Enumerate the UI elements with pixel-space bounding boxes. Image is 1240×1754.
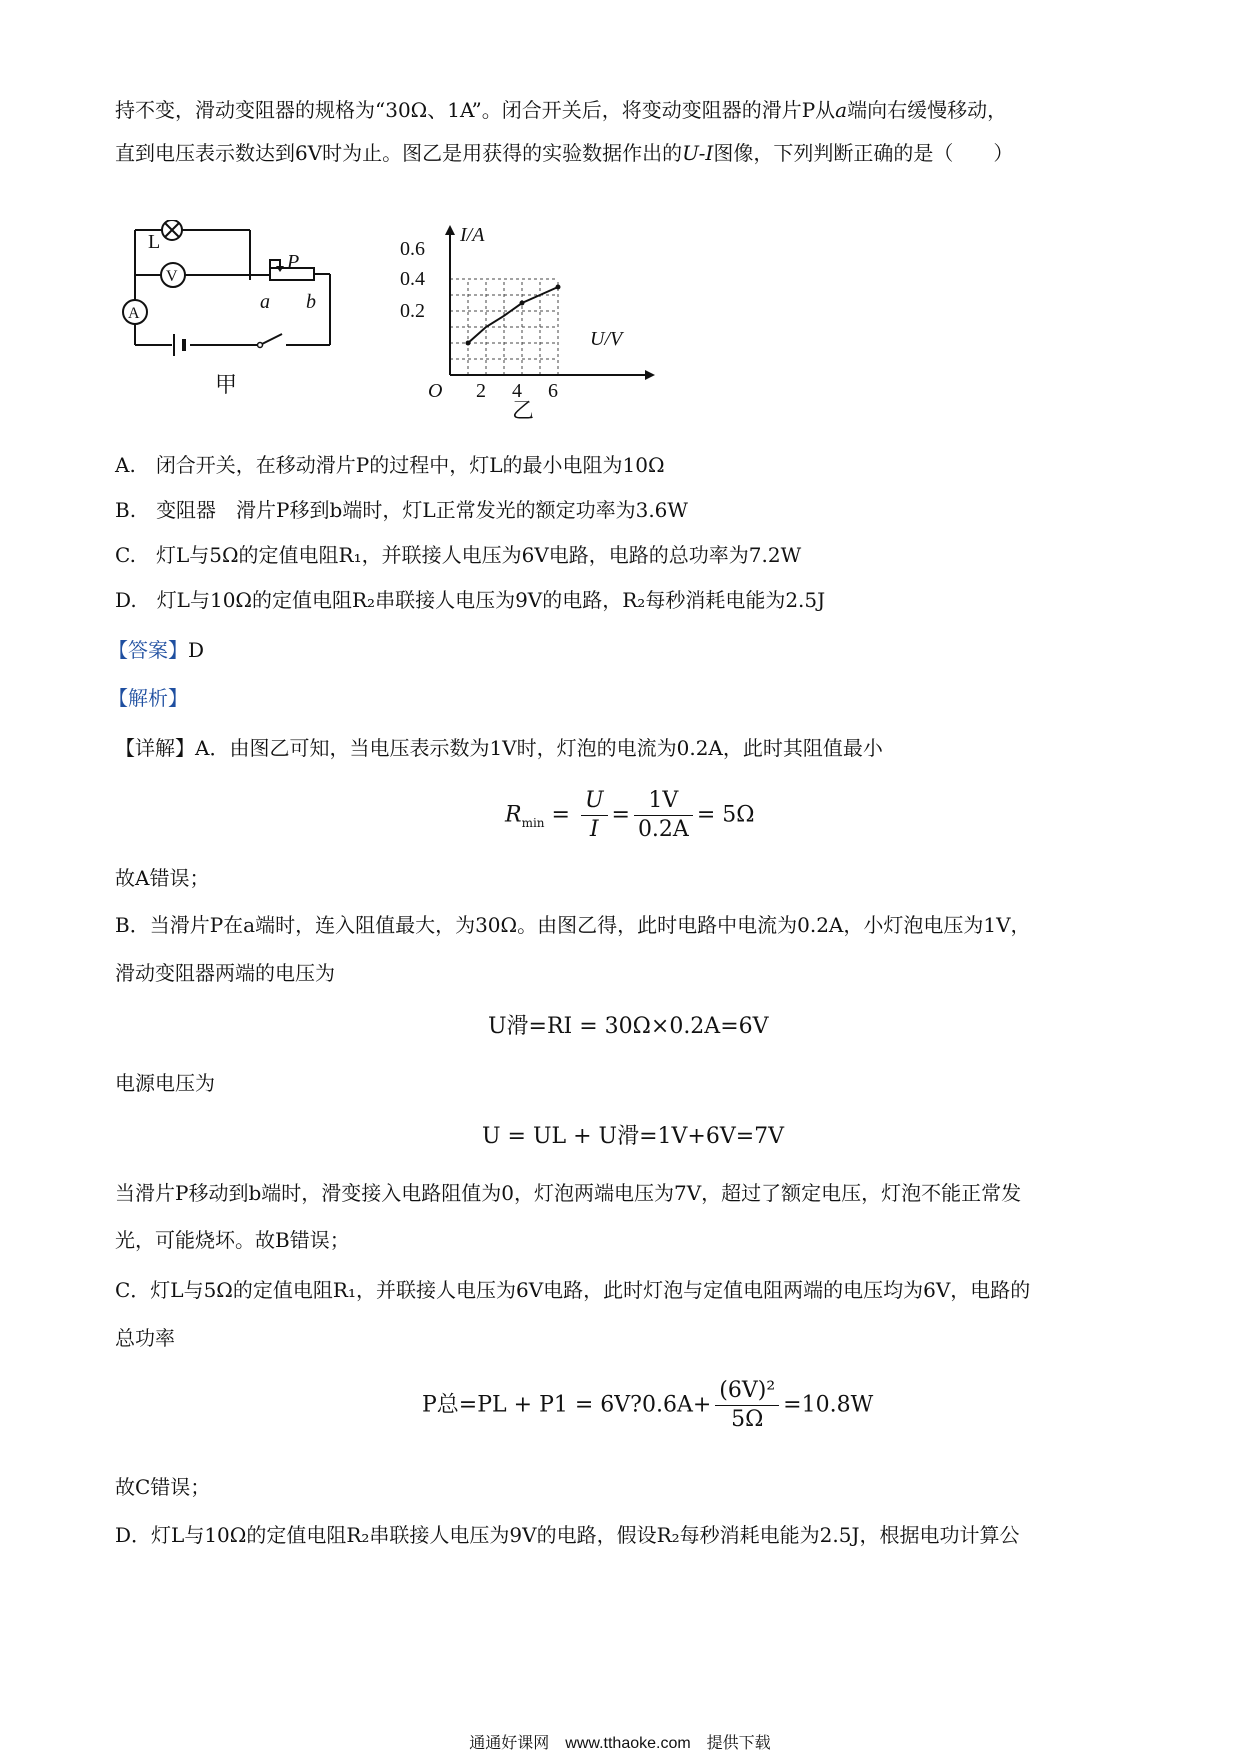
ui-graph xyxy=(400,225,660,420)
data-point xyxy=(520,301,525,306)
circuit-diagram xyxy=(110,220,380,400)
question-line-2: 直到电压表示数达到6V时为止。图乙是用获得的实验数据作出的U-I图像，下列判断正确的是（ ） xyxy=(115,141,1014,165)
detail-b-line-2: 滑动变阻器两端的电压为 xyxy=(115,961,335,985)
detail-a-line: 【详解】A．由图乙可知，当电压表示数为1V时，灯泡的电流为0.2A，此时其阻值最小 xyxy=(115,736,883,760)
y-tick-label: 0.4 xyxy=(400,268,425,290)
option-a: A. 闭合开关，在移动滑片P的过程中，灯L的最小电阻为10Ω xyxy=(115,453,665,477)
x-tick-label: 4 xyxy=(512,380,522,402)
graph-caption: 乙 xyxy=(512,398,535,420)
option-d: D. 灯L与10Ω的定值电阻R₂串联接人电压为9V的电路，R₂每秒消耗电能为2.5J xyxy=(115,588,826,612)
x-tick-label: 6 xyxy=(548,380,558,402)
y-tick-label: 0.6 xyxy=(400,238,425,260)
footer-watermark: 通通好课网 www.tthaoke.com 提供下载 xyxy=(469,1735,771,1752)
question-line-1: 持不变，滑动变阻器的规格为“30Ω、1A”。闭合开关后，将变动变阻器的滑片P从a端向右缓慢移动， xyxy=(115,98,1008,122)
y-axis-label: I/A xyxy=(460,225,485,246)
origin-label: O xyxy=(428,380,443,402)
option-c: C. 灯L与5Ω的定值电阻R₁，并联接人电压为6V电路，电路的总功率为7.2W xyxy=(115,543,802,567)
terminal-a-label: a xyxy=(260,291,270,313)
detail-c-line-2: 总功率 xyxy=(115,1326,175,1350)
detail-c-conclusion: 故C错误； xyxy=(115,1475,211,1499)
equation-rmin: $R_{min}$ = $\frac{U}{I}$ = $\frac{1V}{0.2A}$ = 5Ω xyxy=(505,788,755,842)
voltmeter-label: V xyxy=(166,268,178,285)
detail-d-line-1: D．灯L与10Ω的定值电阻R₂串联接人电压为9V的电路，假设R₂每秒消耗电能为2.5J，根据电功计算公 xyxy=(115,1523,1020,1547)
detail-b-line-1: B．当滑片P在a端时，连入阻值最大，为30Ω。由图乙得，此时电路中电流为0.2A，小灯泡电压为1V， xyxy=(115,913,1031,937)
detail-b-line-5: 光，可能烧坏。故B错误； xyxy=(115,1228,350,1252)
equation-total-power: P总=PL + P1 = 6V?0.6A+ $\frac{\text{(6V)²}}{5\Omega}$ =10.8W xyxy=(422,1378,874,1432)
slider-label: P xyxy=(287,251,300,273)
y-tick-label: 0.2 xyxy=(400,300,425,322)
circuit-caption: 甲 xyxy=(215,372,238,397)
data-point xyxy=(466,341,471,346)
lamp-label: L xyxy=(148,231,161,253)
detail-b-line-3: 电源电压为 xyxy=(115,1071,215,1095)
x-tick-label: 2 xyxy=(476,380,486,402)
option-b: B. 变阻器 滑片P移到b端时，灯L正常发光的额定功率为3.6W xyxy=(115,498,688,522)
ammeter-label: A xyxy=(128,305,140,322)
answer-line: 【答案】D xyxy=(108,638,205,662)
detail-b-line-4: 当滑片P移动到b端时，滑变接入电路阻值为0，灯泡两端电压为7V，超过了额定电压，灯泡不能正常发 xyxy=(115,1181,1022,1205)
equation-u-slide: U滑=RI = 30Ω×0.2A=6V xyxy=(488,1014,769,1039)
data-point xyxy=(556,285,561,290)
detail-c-line-1: C．灯L与5Ω的定值电阻R₁，并联接人电压为6V电路，此时灯泡与定值电阻两端的电压均为6V，电路的 xyxy=(115,1278,1031,1302)
analysis-tag: 【解析】 xyxy=(108,686,188,710)
equation-u-total: U = UL + U滑=1V+6V=7V xyxy=(482,1124,785,1149)
x-axis-label: U/V xyxy=(590,328,623,350)
detail-a-conclusion: 故A错误； xyxy=(115,866,210,890)
terminal-b-label: b xyxy=(306,291,316,313)
